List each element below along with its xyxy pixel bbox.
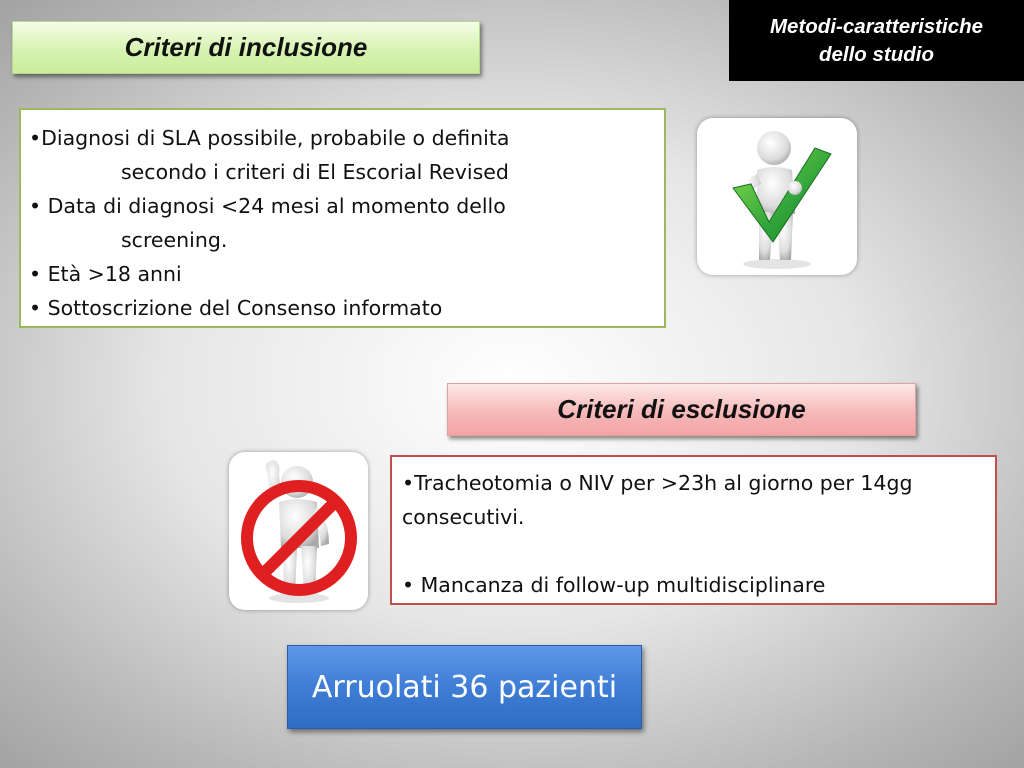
enrolled-patients-text: Arruolati 36 pazienti (311, 669, 618, 705)
section-tag (729, 0, 1024, 81)
exclusion-criteria-list (390, 455, 997, 605)
exclusion-item-text: consecutivi. (402, 505, 525, 529)
inclusion-item-age (29, 257, 654, 291)
enrolled-patients-box (287, 645, 642, 729)
exclusion-title-text: Criteri di esclusione (557, 394, 806, 424)
person-forbidden-icon-graphic (229, 452, 368, 610)
inclusion-item-consent (29, 291, 654, 325)
person-check-icon-graphic (697, 118, 857, 275)
inclusion-item-diagnosis (29, 121, 654, 189)
inclusion-criteria-title (12, 21, 480, 74)
inclusion-item-text: • Età >18 anni (29, 262, 182, 286)
inclusion-item-text: •Diagnosi di SLA possibile, probabile o definita (29, 126, 510, 150)
person-forbidden-icon (229, 452, 368, 610)
inclusion-title-text: Criteri di inclusione (124, 32, 368, 62)
inclusion-item-text: screening. (121, 228, 228, 252)
person-check-icon (697, 118, 857, 275)
inclusion-item-text: • Sottoscrizione del Consenso informato (29, 296, 443, 320)
inclusion-item-text: secondo i criteri di El Escorial Revised (121, 160, 509, 184)
exclusion-item-followup (402, 568, 985, 602)
list-spacer (402, 534, 985, 568)
exclusion-item-text: •Tracheotomia o NIV per >23h al giorno per 14gg (402, 471, 913, 495)
exclusion-item-tracheotomy (402, 466, 985, 534)
inclusion-item-text: • Data di diagnosi <24 mesi al momento dello (29, 194, 506, 218)
section-tag-line2: dello studio (818, 42, 935, 66)
exclusion-item-text: • Mancanza di follow-up multidisciplinare (402, 573, 826, 597)
inclusion-criteria-list (19, 108, 666, 328)
exclusion-criteria-title (447, 383, 916, 436)
section-tag-line1: Metodi-caratteristiche (769, 14, 984, 38)
inclusion-item-diagnosis-date (29, 189, 654, 257)
